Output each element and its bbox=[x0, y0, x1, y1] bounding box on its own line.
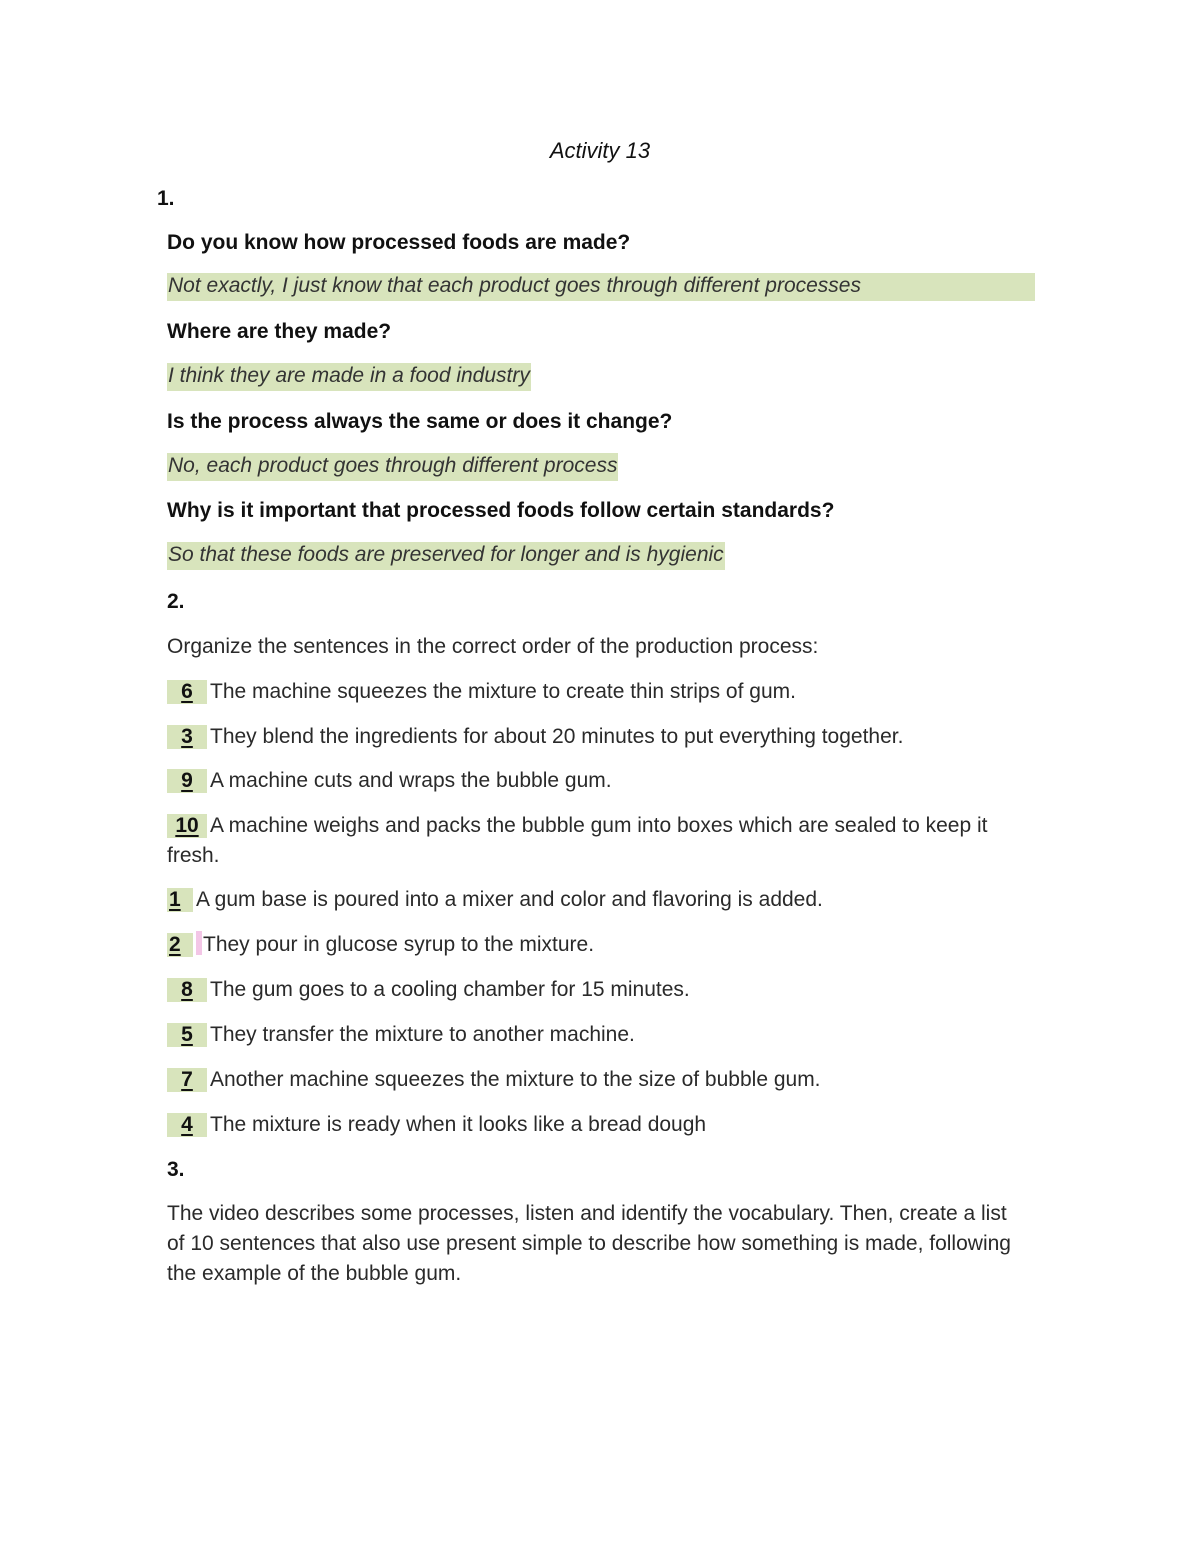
question-3: Is the process always the same or does it change? bbox=[167, 410, 673, 433]
order-number: 9 bbox=[167, 769, 207, 793]
question-1: Do you know how processed foods are made? bbox=[167, 231, 631, 254]
section-2-instruction: Organize the sentences in the correct order of the production process: bbox=[167, 635, 819, 658]
section-3-number: 3. bbox=[167, 1158, 185, 1181]
question-2: Where are they made? bbox=[167, 320, 392, 343]
order-text: Another machine squeezes the mixture to the size of bubble gum. bbox=[210, 1068, 821, 1091]
order-text: They blend the ingredients for about 20 minutes to put everything together. bbox=[210, 725, 904, 748]
section-1-number: 1. bbox=[157, 187, 175, 210]
order-number: 5 bbox=[167, 1023, 207, 1047]
order-item bbox=[167, 1110, 1037, 1140]
answer-1: Not exactly, I just know that each product goes through different processes bbox=[167, 273, 1035, 301]
order-number: 3 bbox=[167, 725, 207, 749]
order-text: They transfer the mixture to another machine. bbox=[210, 1023, 635, 1046]
order-item bbox=[167, 766, 1037, 796]
section-2-number: 2. bbox=[167, 590, 185, 613]
order-number: 6 bbox=[167, 680, 207, 704]
order-item bbox=[167, 1020, 1037, 1050]
order-text: The machine squeezes the mixture to create thin strips of gum. bbox=[210, 680, 796, 703]
order-number: 2 bbox=[167, 933, 193, 957]
order-item bbox=[167, 722, 1037, 752]
order-text: The mixture is ready when it looks like a bread dough bbox=[210, 1113, 707, 1136]
answer-2: I think they are made in a food industry bbox=[167, 363, 531, 391]
order-number: 7 bbox=[167, 1068, 207, 1092]
answer-4: So that these foods are preserved for longer and is hygienic bbox=[167, 542, 725, 570]
order-number: 8 bbox=[167, 978, 207, 1002]
order-item bbox=[167, 677, 1037, 707]
order-number: 10 bbox=[167, 814, 207, 838]
order-item bbox=[167, 811, 1037, 871]
question-4: Why is it important that processed foods follow certain standards? bbox=[167, 499, 835, 522]
document-title: Activity 13 bbox=[549, 138, 651, 163]
order-item bbox=[167, 1065, 1037, 1095]
order-item bbox=[167, 975, 1037, 1005]
order-number: 1 bbox=[167, 888, 193, 912]
section-3-instruction: The video describes some processes, listen and identify the vocabulary. Then, create a list of 10 sentences that also use present simple to describe how something is made, following the example of the bubble gum. bbox=[167, 1202, 1011, 1285]
order-text: The gum goes to a cooling chamber for 15 minutes. bbox=[210, 978, 690, 1001]
order-text: They pour in glucose syrup to the mixture. bbox=[203, 933, 595, 956]
order-text: A gum base is poured into a mixer and color and flavoring is added. bbox=[196, 888, 823, 911]
text-cursor-highlight bbox=[196, 931, 202, 955]
order-number: 4 bbox=[167, 1113, 207, 1137]
order-item bbox=[167, 885, 1037, 915]
order-text: A machine cuts and wraps the bubble gum. bbox=[210, 769, 612, 792]
answer-3: No, each product goes through different process bbox=[167, 453, 618, 481]
order-text: A machine weighs and packs the bubble gum into boxes which are sealed to keep it fresh. bbox=[167, 814, 988, 867]
order-item bbox=[167, 930, 1037, 960]
